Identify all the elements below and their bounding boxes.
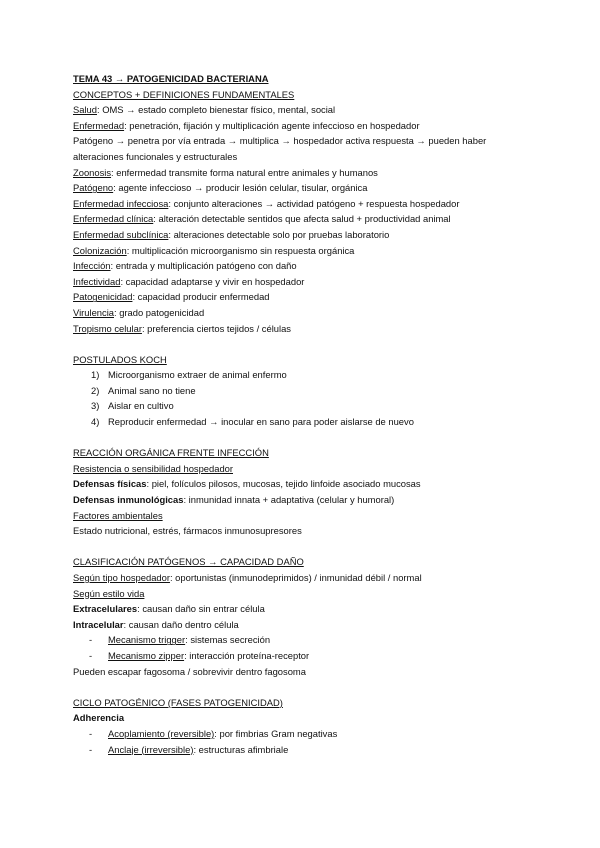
def-text: : multiplicación microorganismo sin respuesta orgánica <box>126 244 355 256</box>
bullet-term: Anclaje (irreversible) <box>108 743 194 755</box>
def-line <box>73 118 533 134</box>
numbered-item <box>73 383 533 399</box>
def-term: Enfermedad <box>73 119 125 131</box>
bullet-item <box>73 726 533 742</box>
bullet-text: : por fimbrias Gram negativas <box>214 727 338 739</box>
def-text: : causan daño sin entrar célula <box>137 603 265 615</box>
def-text: : causan daño dentro célula <box>123 618 239 630</box>
dash-marker: - <box>89 634 93 646</box>
def-text: : alteración detectable sentidos que afecta salud + productividad animal <box>153 213 451 225</box>
def-line <box>73 102 533 118</box>
section-heading-clasificacion: CLASIFICACIÓN PATÓGENOS → CAPACIDAD DAÑO <box>73 556 304 568</box>
def-line <box>73 570 533 586</box>
item-number: 4) <box>91 416 100 428</box>
numbered-item <box>73 367 533 383</box>
document-title: TEMA 43 → PATOGENICIDAD BACTERIANA <box>73 73 269 84</box>
bullet-term: Acoplamiento (reversible) <box>108 727 215 739</box>
section-heading-ciclo: CICLO PATOGÉNICO (FASES PATOGENICIDAD) <box>73 696 283 708</box>
bullet-text: : interacción proteína-receptor <box>184 649 310 661</box>
section-gap <box>73 539 533 555</box>
subheading: Factores ambientales <box>73 509 163 521</box>
def-line <box>73 211 533 227</box>
bullet-term: Mecanismo zipper <box>108 649 185 661</box>
def-term: Tropismo celular <box>73 322 142 334</box>
def-text: : piel, folículos pilosos, mucosas, tejido linfoide asociado mucosas <box>146 478 421 490</box>
def-line <box>73 243 533 259</box>
def-text: : grado patogenicidad <box>114 306 205 318</box>
numbered-item <box>73 414 533 430</box>
subheading: Resistencia o sensibilidad hospedador <box>73 462 233 474</box>
def-term: Patógeno <box>73 182 114 194</box>
def-text: : penetración, fijación y multiplicación agente infeccioso en hospedador <box>124 119 420 131</box>
def-term: Zoonosis <box>73 166 112 178</box>
def-line <box>73 476 533 492</box>
section-gap <box>73 679 533 695</box>
bullet-term: Mecanismo trigger <box>108 634 186 646</box>
def-text: : inmunidad innata + adaptativa (celular y humoral) <box>183 494 395 506</box>
def-line <box>73 617 533 633</box>
def-term: Virulencia <box>73 306 114 318</box>
def-line <box>73 601 533 617</box>
def-text: : entrada y multiplicación patógeno con daño <box>110 260 297 272</box>
def-term: Defensas inmunológicas <box>73 494 184 506</box>
text-line: Estado nutricional, estrés, fármacos inmunosupresores <box>73 525 302 537</box>
def-text: : preferencia ciertos tejidos / células <box>141 322 291 334</box>
def-line <box>73 180 533 196</box>
item-text: Animal sano no tiene <box>108 384 196 396</box>
section-heading-koch: POSTULADOS KOCH <box>73 353 167 365</box>
def-term: Salud <box>73 104 97 116</box>
bullet-text: : sistemas secreción <box>185 634 271 646</box>
dash-marker: - <box>89 743 93 755</box>
def-term: Enfermedad subclínica <box>73 228 169 240</box>
item-text: Reproducir enfermedad → inocular en sano para poder aislarse de nuevo <box>108 416 414 428</box>
def-term: Según tipo hospedador <box>73 572 170 583</box>
document-page <box>73 71 533 757</box>
def-term: Colonización <box>73 244 127 256</box>
def-line <box>73 274 533 290</box>
section-heading-conceptos: CONCEPTOS + DEFINICIONES FUNDAMENTALES <box>73 88 295 100</box>
def-term: Infección <box>73 260 111 272</box>
item-number: 1) <box>91 369 100 381</box>
def-text: : agente infeccioso → producir lesión celular, tisular, orgánica <box>113 182 368 194</box>
def-text: : capacidad producir enfermedad <box>132 291 270 303</box>
section-gap <box>73 336 533 352</box>
def-term: Enfermedad clínica <box>73 213 154 225</box>
def-text: : alteraciones detectable solo por pruebas laboratorio <box>168 228 390 240</box>
def-term: Defensas físicas <box>73 478 147 490</box>
section-heading-reaccion: REACCIÓN ORGÁNICA FRENTE INFECCIÓN <box>73 447 269 459</box>
def-line <box>73 133 533 164</box>
item-text: Microorganismo extraer de animal enfermo <box>108 369 287 381</box>
item-text: Aislar en cultivo <box>108 400 174 412</box>
def-text: : conjunto alteraciones → actividad patógeno + respuesta hospedador <box>168 197 460 209</box>
def-line <box>73 305 533 321</box>
def-line <box>73 165 533 181</box>
def-line <box>73 289 533 305</box>
numbered-item <box>73 398 533 414</box>
section-gap <box>73 430 533 446</box>
subheading: Según estilo vida <box>73 587 145 599</box>
bullet-item <box>73 742 533 758</box>
bullet-item <box>73 648 533 664</box>
def-line <box>73 258 533 274</box>
def-text: : oportunistas (inmunodeprimidos) / inmunidad débil / normal <box>169 572 422 583</box>
def-line <box>73 321 533 337</box>
item-number: 3) <box>91 400 100 412</box>
def-term: Extracelulares <box>73 603 138 615</box>
def-line <box>73 227 533 243</box>
subheading: Adherencia <box>73 712 125 724</box>
def-line <box>73 492 533 508</box>
item-number: 2) <box>91 384 100 396</box>
dash-marker: - <box>89 649 93 661</box>
def-text: : enfermedad transmite forma natural entre animales y humanos <box>111 166 378 178</box>
def-term: Patogenicidad <box>73 291 133 303</box>
bullet-text: : estructuras afimbriale <box>193 743 289 755</box>
def-text: : OMS → estado completo bienestar físico, mental, social <box>96 104 336 116</box>
def-text: Patógeno → penetra por vía entrada → multiplica → hospedador activa respuesta → pueden haber alteraciones funcionales y estructurales <box>73 135 487 162</box>
def-term: Infectividad <box>73 275 121 287</box>
def-line <box>73 196 533 212</box>
def-term: Intracelular <box>73 618 124 630</box>
bullet-item <box>73 632 533 648</box>
def-text: : capacidad adaptarse y vivir en hospedador <box>120 275 305 287</box>
dash-marker: - <box>89 727 93 739</box>
text-line: Pueden escapar fagosoma / sobrevivir dentro fagosoma <box>73 665 306 677</box>
def-term: Enfermedad infecciosa <box>73 197 169 209</box>
